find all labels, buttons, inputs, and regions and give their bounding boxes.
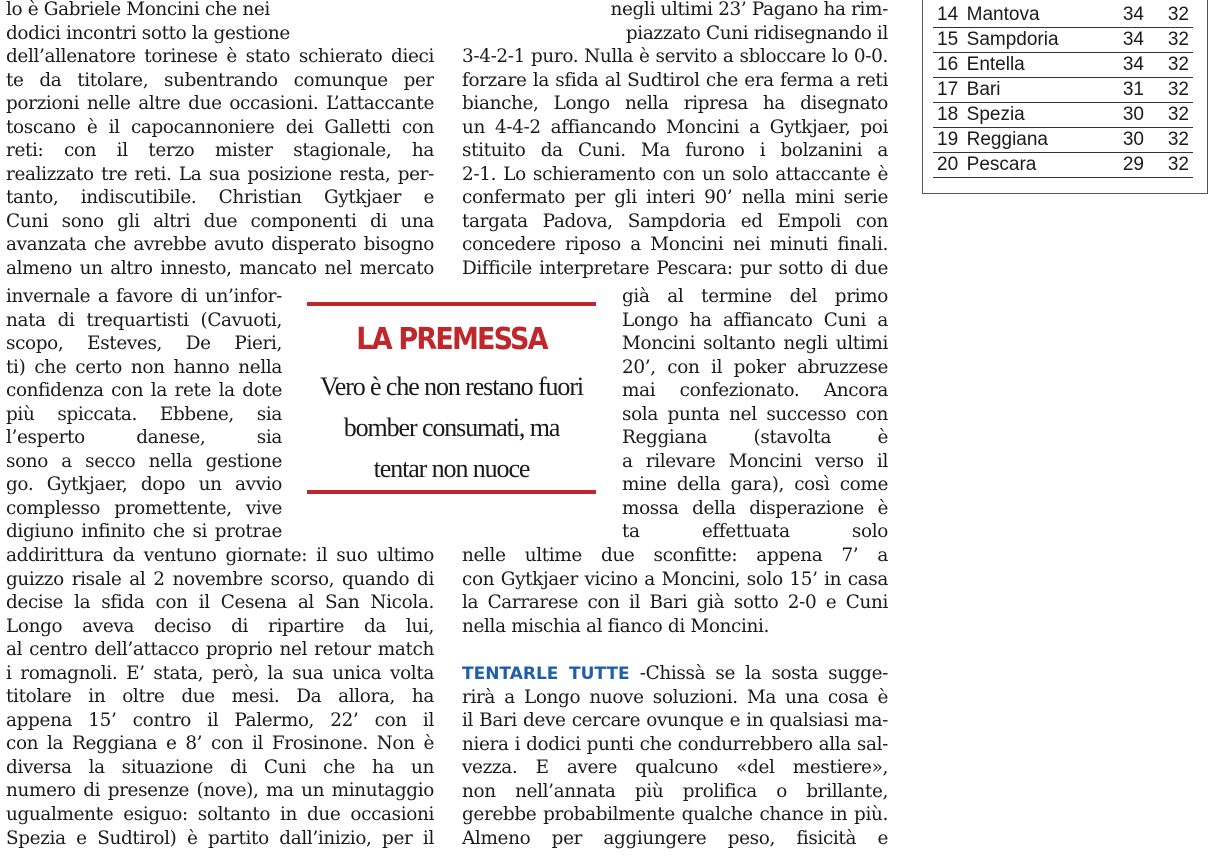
- article-line: ta effettuata solo: [622, 521, 888, 543]
- article-line: 20’, con il poker abruzzese: [622, 356, 888, 378]
- section-first-line: [462, 662, 888, 686]
- standings-body: [933, 3, 1193, 178]
- article-line: avanzata che avrebbe avuto disperato bisogno: [6, 234, 434, 256]
- pull-quote: [307, 302, 596, 494]
- article-line: targata Padova, Sampdoria ed Empoli con: [462, 210, 888, 232]
- article-column-middle-bottom: [462, 544, 888, 638]
- article-line: toscano è il capocannoniere dei Galletti con: [6, 116, 434, 138]
- article-line: reti: con il terzo mister stagionale, ha: [6, 140, 434, 162]
- article-line: la Carrarese con il Bari già sotto 2-0 e Cuni: [462, 592, 888, 614]
- article-line: un 4-4-2 affiancando Moncini a Gytkjaer, poi: [462, 116, 888, 138]
- article-line: negli ultimi 23’ Pagano ha rim-: [610, 0, 888, 20]
- article-line: Difficile interpretare Pescara: pur sotto di due: [462, 258, 888, 280]
- standings-games: 32: [1144, 78, 1193, 103]
- article-line: gerebbe probabilmente qualche chance in più.: [462, 804, 888, 826]
- article-line: decise la sfida con il Cesena al San Nicola.: [6, 592, 434, 614]
- section-first-line-text: -Chissà se la sosta sugge-: [629, 663, 888, 684]
- article-line: rirà a Longo nuove soluzioni. Ma una cosa è: [462, 686, 888, 708]
- pull-quote-line: bomber consumati, ma: [343, 413, 560, 442]
- standings-team: Sampdoria: [967, 28, 1105, 53]
- article-line: mine della gara), così come: [622, 474, 888, 496]
- article-line: dodici incontri sotto la gestione: [6, 22, 290, 44]
- standings-games: 32: [1144, 103, 1193, 128]
- article-section-tentarle-tutte: [462, 662, 888, 850]
- standings-row: [933, 153, 1193, 178]
- article-column-middle-middle: [622, 285, 888, 544]
- article-line: mossa della disperazione è: [622, 497, 888, 519]
- article-line: il Bari deve cercare ovunque e in qualsiasi ma-: [462, 710, 888, 732]
- article-line: piazzato Cuni ridisegnando il: [625, 22, 888, 44]
- standings-position: 15: [933, 28, 967, 53]
- standings-team: Bari: [967, 78, 1105, 103]
- standings-points: 30: [1105, 103, 1144, 128]
- standings-position: 16: [933, 53, 967, 78]
- article-line: tanto, indiscutibile. Christian Gytkjaer e: [6, 187, 434, 209]
- standings-row: [933, 78, 1193, 103]
- article-line: vezza. E avere qualcuno «del mestiere»,: [462, 757, 888, 779]
- article-line: concedere riposo a Moncini nei minuti finali.: [462, 234, 888, 256]
- pull-quote-title: LA PREMESSA: [356, 322, 547, 357]
- article-line: mai confezionato. Ancora: [622, 380, 888, 402]
- standings-points: 34: [1105, 28, 1144, 53]
- article-column-left-middle: [6, 285, 282, 544]
- article-line: lo è Gabriele Moncini che nei: [6, 0, 270, 20]
- article-column-left-top: [6, 0, 434, 281]
- standings-team: Reggiana: [967, 128, 1105, 153]
- article-line: sola punta nel successo con: [622, 403, 888, 425]
- article-line: a rilevare Moncini verso il: [622, 450, 888, 472]
- article-line: te da titolare, subentrando comunque per: [6, 69, 434, 91]
- standings-points: 31: [1105, 78, 1144, 103]
- article-line: niera i dodici punti che condurrebbero alla sal-: [462, 733, 888, 755]
- article-line: numero di presenze (nove), ma un minutaggio: [6, 780, 434, 802]
- standings-position: 17: [933, 78, 967, 103]
- article-line: Reggiana (stavolta è: [622, 427, 888, 449]
- standings-team: Spezia: [967, 103, 1105, 128]
- standings-box: [922, 0, 1208, 194]
- article-line: non nell’annata più prolifica o brillante,: [462, 780, 888, 802]
- article-line: scopo, Esteves, De Pieri,: [6, 333, 282, 355]
- standings-position: 18: [933, 103, 967, 128]
- article-line: forzare la sfida al Sudtirol che era ferma a reti: [462, 69, 888, 91]
- pull-quote-top-rule: [307, 302, 596, 306]
- article-line: bianche, Longo nella ripresa ha disegnato: [462, 93, 888, 115]
- article-line: più spiccata. Ebbene, sia: [6, 403, 282, 425]
- standings-row: [933, 128, 1193, 153]
- standings-games: 32: [1144, 28, 1193, 53]
- article-line: 2-1. Lo schieramento con un solo attaccante è: [462, 163, 888, 185]
- standings-team: Entella: [967, 53, 1105, 78]
- section-body: [462, 686, 888, 851]
- article-line: Moncini soltanto negli ultimi: [622, 333, 888, 355]
- article-line: stituito da Cuni. Ma furono i bolzanini a: [462, 140, 888, 162]
- article-line: Longo ha affiancato Cuni a: [622, 309, 888, 331]
- article-line: guizzo risale al 2 novembre scorso, quando di: [6, 568, 434, 590]
- standings-points: 30: [1105, 128, 1144, 153]
- article-line: sono a secco nella gestione: [6, 450, 282, 472]
- article-line: l’esperto danese, sia: [6, 427, 282, 449]
- article-line: diversa la situazione di Cuni che ha un: [6, 756, 434, 778]
- standings-row: [933, 3, 1193, 28]
- standings-row: [933, 103, 1193, 128]
- article-line: appena 15’ contro il Palermo, 22’ con il: [6, 709, 434, 731]
- article-line: titolare in oltre due mesi. Da allora, ha: [6, 686, 434, 708]
- article-line: addirittura da ventuno giornate: il suo ultimo: [6, 545, 434, 566]
- standings-position: 14: [933, 3, 967, 28]
- pull-quote-line: tentar non nuoce: [373, 454, 530, 483]
- standings-team: Pescara: [967, 153, 1105, 178]
- article-line: Longo aveva deciso di ripartire da lui,: [6, 615, 434, 637]
- article-line: digiuno infinito che si protrae: [6, 521, 282, 543]
- pull-quote-line: Vero è che non restano fuori: [319, 372, 584, 401]
- standings-position: 20: [933, 153, 967, 178]
- article-line: go. Gytkjaer, dopo un avvio: [6, 474, 282, 496]
- article-line: confidenza con la rete la dote: [6, 380, 282, 402]
- article-line: al centro dell’attacco proprio nel retour match: [6, 639, 434, 661]
- article-line: 3-4-2-1 puro. Nulla è servito a sbloccare lo 0-0.: [462, 46, 888, 68]
- article-line: con Gytkjaer vicino a Moncini, solo 15’ in casa: [462, 568, 888, 590]
- pull-quote-text: [307, 366, 596, 489]
- standings-points: 34: [1105, 3, 1144, 28]
- article-line: Almeno per aggiungere peso, fisicità e: [462, 827, 888, 849]
- article-line: confermato per gli interi 90’ nella mini serie: [462, 187, 888, 209]
- standings-points: 29: [1105, 153, 1144, 178]
- article-line: già al termine del primo: [622, 286, 888, 307]
- article-line: Spezia e Sudtirol) è partito dall’inizio, per il: [6, 827, 434, 849]
- article-line: almeno un altro innesto, mancato nel mercato: [6, 258, 434, 280]
- standings-points: 34: [1105, 53, 1144, 78]
- standings-games: 32: [1144, 3, 1193, 28]
- article-line: nella mischia al fianco di Moncini.: [462, 615, 770, 637]
- section-heading: TENTARLE TUTTE: [462, 664, 630, 684]
- article-column-left-bottom: [6, 544, 434, 850]
- article-line: i romagnoli. E’ stata, però, la sua unica volta: [6, 662, 434, 684]
- article-line: Cuni sono gli altri due componenti di una: [6, 210, 434, 232]
- article-line: con la Reggiana e 8’ con il Frosinone. Non è: [6, 733, 434, 755]
- standings-position: 19: [933, 128, 967, 153]
- article-line: invernale a favore di un’infor-: [6, 286, 282, 307]
- article-column-middle-top: [462, 0, 888, 281]
- article-line: ugualmente esiguo: soltanto in due occasioni: [6, 804, 434, 826]
- standings-table: [933, 3, 1193, 178]
- standings-row: [933, 53, 1193, 78]
- article-line: nata di trequartisti (Cavuoti,: [6, 309, 282, 331]
- article-line: ti) che certo non hanno nella: [6, 356, 282, 378]
- standings-games: 32: [1144, 128, 1193, 153]
- standings-row: [933, 28, 1193, 53]
- article-line: realizzato tre reti. La sua posizione resta, per-: [6, 163, 434, 185]
- article-line: dell’allenatore torinese è stato schierato dieci: [6, 46, 434, 68]
- standings-games: 32: [1144, 153, 1193, 178]
- standings-games: 32: [1144, 53, 1193, 78]
- article-line: complesso promettente, vive: [6, 497, 282, 519]
- standings-team: Mantova: [967, 3, 1105, 28]
- article-line: nelle ultime due sconfitte: appena 7’ a: [462, 545, 888, 566]
- pull-quote-bottom-rule: [307, 490, 596, 494]
- article-line: porzioni nelle altre due occasioni. L’attaccante: [6, 93, 434, 115]
